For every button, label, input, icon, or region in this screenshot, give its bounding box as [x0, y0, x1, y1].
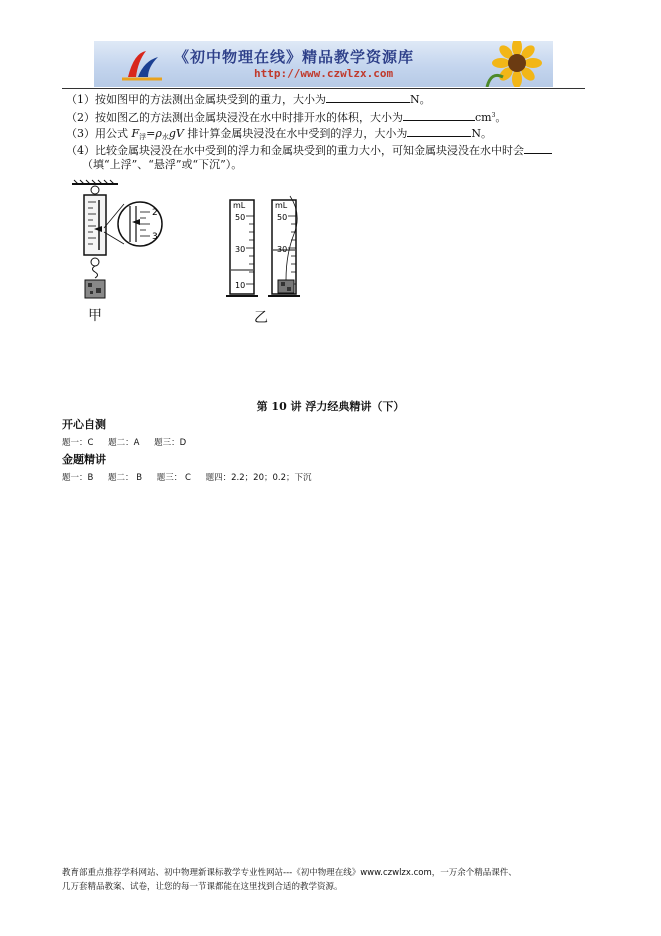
cyl-left-tick-50: 50: [235, 213, 246, 222]
cyl-right-tick-50: 50: [277, 213, 288, 222]
question-2: （2）按如图乙的方法测出金属块浸没在水中时排开水的体积，大小为 $cm^3$。: [66, 111, 507, 124]
zoom-tick-3: 3: [152, 232, 158, 242]
self-test-heading: 开心自测: [62, 418, 106, 431]
lecture-answer-4: 题四：2.2；20；0.2；下沉: [205, 473, 312, 483]
lecture-answer-3: 题三： C: [156, 473, 191, 483]
footer-line-1: 教育部重点推荐学科网站、初中物理新课标教学专业性网站---《初中物理在线》www.czwlzx.com，一万余个精品课件、: [62, 868, 517, 878]
zoom-tick-2: 2: [152, 208, 158, 218]
site-logo-icon: [120, 47, 164, 83]
cyl-left-unit: mL: [233, 201, 246, 210]
self-test-answer-1: 题一：C: [62, 438, 94, 448]
cyl-left-tick-10: 10: [235, 281, 246, 290]
banner-url[interactable]: http://www.czwlzx.com: [254, 67, 394, 80]
lecture-heading: 金题精讲: [62, 453, 106, 466]
answer-blank-4[interactable]: [524, 143, 552, 154]
self-test-answer-2: 题二：A: [108, 438, 140, 448]
sunflower-icon: [483, 41, 547, 87]
self-test-answers: [62, 436, 198, 448]
page-footer: [62, 866, 602, 894]
question-1: （1）按如图甲的方法测出金属块受到的重力，大小为 N。: [66, 93, 431, 106]
cyl-left-tick-30: 30: [235, 245, 246, 254]
header-rule: [62, 88, 585, 89]
lecture-answers: [62, 471, 324, 483]
lecture-answer-2: 题二： B: [108, 473, 143, 483]
lecture-answer-1: 题一：B: [62, 473, 94, 483]
footer-line-2: 几万套精品教案、试卷，让您的每一节课都能在这里找到合适的教学资源。: [62, 882, 343, 892]
graduated-cylinders-figure: [224, 194, 314, 304]
header-banner: [94, 41, 553, 87]
answer-blank-3[interactable]: [407, 126, 471, 137]
answer-blank-1[interactable]: [326, 92, 410, 103]
answer-blank-2[interactable]: [403, 110, 475, 121]
self-test-answer-3: 题三：D: [154, 438, 187, 448]
cyl-right-tick-30: 30: [277, 245, 288, 254]
cyl-right-unit: mL: [275, 201, 288, 210]
question-4: （4）比较金属块浸没在水中受到的浮力和金属块受到的重力大小，可知金属块浸没在水中时会: [66, 143, 552, 158]
question-4-hint: （填“上浮”、“悬浮”或“下沉”）。: [82, 158, 243, 171]
question-3: （3）用公式 $F_浮=\rho_水gV$ 排计算金属块浸没在水中受到的浮力，大小为 N。: [66, 127, 492, 141]
figure-label-yi: 乙: [254, 310, 268, 326]
spring-balance-figure: [66, 178, 176, 308]
section-title: 第 10 讲 浮力经典精讲（下）: [256, 400, 405, 413]
figure-label-jia: 甲: [88, 308, 102, 324]
banner-title: 《初中物理在线》精品教学资源库: [174, 48, 415, 66]
